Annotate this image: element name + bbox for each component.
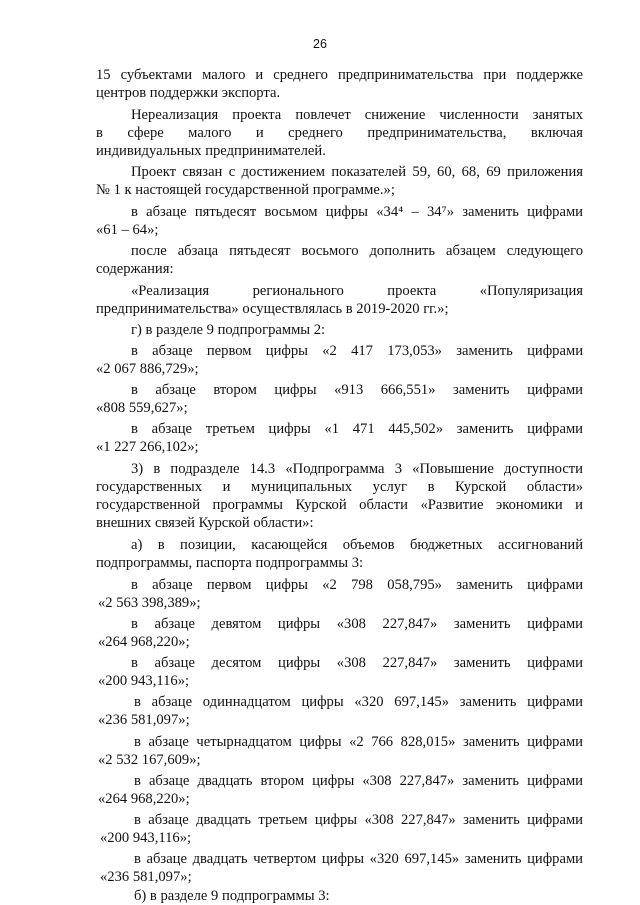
text-line: внешних связей Курской области»: xyxy=(96,515,314,531)
text-line: «1 227 266,102»; xyxy=(96,439,199,455)
text-line: «236 581,097»; xyxy=(100,869,192,885)
text-line: в абзаце одиннадцатом цифры «320 697,145» заменить цифрами xyxy=(134,694,583,710)
text-line: в абзаце двадцать втором цифры «308 227,847» заменить цифрами xyxy=(134,773,583,789)
text-line: в абзаце третьем цифры «1 471 445,502» заменить цифрами xyxy=(131,421,583,437)
text-line: в абзаце четырнадцатом цифры «2 766 828,015» заменить цифрами xyxy=(134,734,583,750)
text-line: предпринимательства» осуществлялась в 2019-2020 гг.»; xyxy=(96,301,449,317)
text-line: № 1 к настоящей государственной программе.»; xyxy=(96,182,395,198)
text-line: «200 943,116»; xyxy=(98,673,190,689)
text-line: содержания: xyxy=(96,261,174,277)
text-line: б) в разделе 9 подпрограммы 3: xyxy=(134,888,330,904)
text-line: «808 559,627»; xyxy=(96,400,188,416)
text-line: в абзаце двадцать четвертом цифры «320 697,145» заменить цифрами xyxy=(134,851,583,867)
text-line: государственной программы Курской области «Развитие экономики и xyxy=(96,497,583,513)
text-line: в абзаце десятом цифры «308 227,847» заменить цифрами xyxy=(131,655,583,671)
text-line: «61 – 64»; xyxy=(96,222,159,238)
text-line: в сфере малого и среднего предпринимательства, включая xyxy=(96,125,583,141)
text-line: «200 943,116»; xyxy=(100,830,192,846)
text-line: подпрограммы, паспорта подпрограммы 3: xyxy=(96,555,364,571)
text-line: «2 532 167,609»; xyxy=(98,752,201,768)
text-line: индивидуальных предпринимателей. xyxy=(96,143,326,159)
text-line: в абзаце первом цифры «2 798 058,795» заменить цифрами xyxy=(131,577,583,593)
text-line: «2 067 886,729»; xyxy=(96,361,199,377)
text-line: 3) в подразделе 14.3 «Подпрограмма 3 «Повышение доступности xyxy=(131,461,583,477)
text-line: центров поддержки экспорта. xyxy=(96,85,281,101)
text-line: «264 968,220»; xyxy=(98,791,190,807)
text-line: после абзаца пятьдесят восьмого дополнить абзацем следующего xyxy=(131,243,583,259)
text-line: Нереализация проекта повлечет снижение численности занятых xyxy=(131,107,583,123)
page-number: 26 xyxy=(313,37,327,51)
text-line: в абзаце двадцать третьем цифры «308 227,847» заменить цифрами xyxy=(134,812,583,828)
text-line: «Реализация регионального проекта «Популяризация xyxy=(131,283,583,299)
text-line: в абзаце втором цифры «913 666,551» заменить цифрами xyxy=(131,382,583,398)
text-line: государственных и муниципальных услуг в Курской области» xyxy=(96,479,583,495)
text-line: в абзаце первом цифры «2 417 173,053» заменить цифрами xyxy=(131,343,583,359)
text-line: а) в позиции, касающейся объемов бюджетных ассигнований xyxy=(131,537,583,553)
text-line: «2 563 398,389»; xyxy=(98,595,201,611)
text-line: 15 субъектами малого и среднего предпринимательства при поддержке xyxy=(96,67,583,83)
text-line: Проект связан с достижением показателей 59, 60, 68, 69 приложения xyxy=(131,164,583,180)
text-line: в абзаце пятьдесят восьмом цифры «34⁴ – 34⁷» заменить цифрами xyxy=(131,204,583,220)
text-line: «264 968,220»; xyxy=(98,634,190,650)
text-line: «236 581,097»; xyxy=(98,712,190,728)
text-line: в абзаце девятом цифры «308 227,847» заменить цифрами xyxy=(131,616,583,632)
text-line: г) в разделе 9 подпрограммы 2: xyxy=(131,322,326,338)
